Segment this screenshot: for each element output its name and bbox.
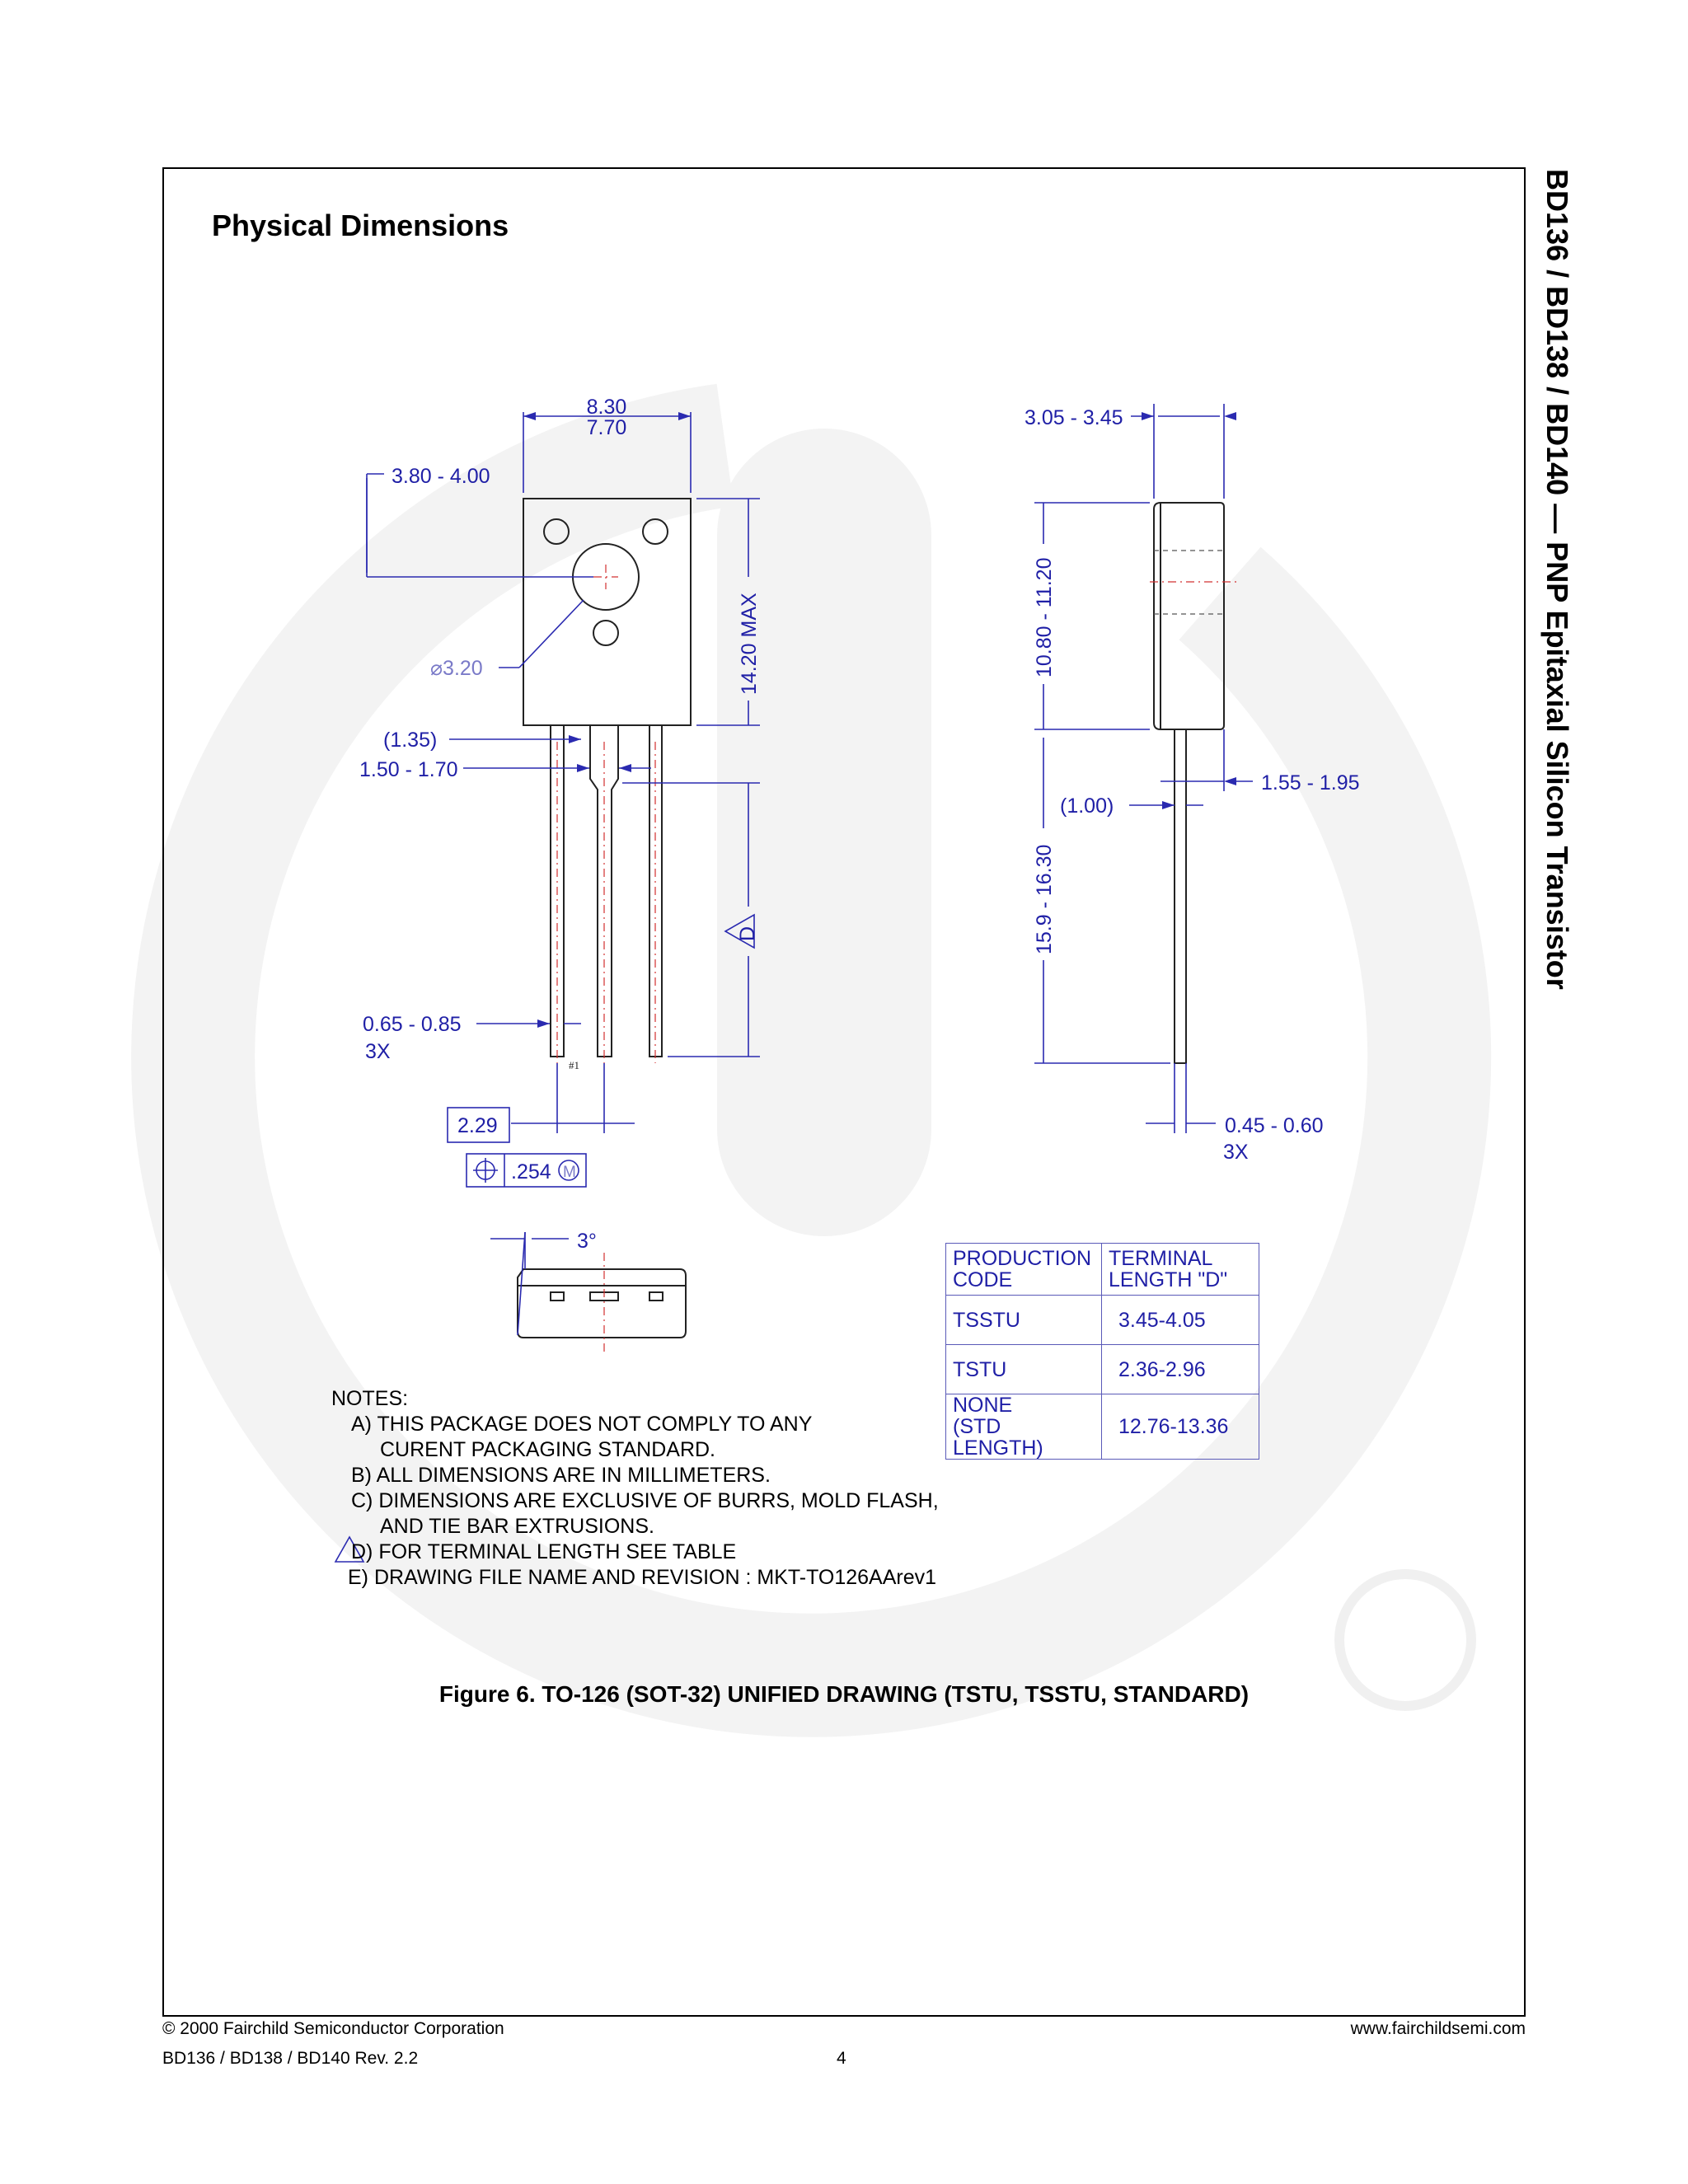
dim-tab-100: (1.00) — [1060, 794, 1114, 818]
table-row: NONE (STD LENGTH) 12.76-13.36 — [946, 1394, 1259, 1460]
table-header-length: TERMINAL LENGTH "D" — [1102, 1244, 1259, 1296]
dim-lead-count: 3X — [365, 1040, 391, 1063]
page-title: Physical Dimensions — [212, 209, 509, 242]
footer-revision: BD136 / BD138 / BD140 Rev. 2.2 — [162, 2049, 419, 2068]
dim-tab: 1.55 - 1.95 — [1261, 771, 1360, 794]
lead-2 — [590, 725, 618, 1063]
lead-1 — [551, 725, 564, 1063]
dim-width-bottom: 7.70 — [586, 416, 627, 439]
dim-lead-135: (1.35) — [383, 729, 438, 752]
dim-angle: 3° — [577, 1230, 597, 1253]
dim-height-max: 14.20 MAX — [738, 593, 761, 695]
terminal-length-table — [945, 1243, 1259, 1460]
note-line: B) ALL DIMENSIONS ARE IN MILLIMETERS. — [351, 1464, 771, 1487]
note-line: AND TIE BAR EXTRUSIONS. — [380, 1515, 654, 1538]
dim-lead-length: 15.9 - 16.30 — [1033, 844, 1056, 954]
footer-page-number: 4 — [837, 2049, 846, 2068]
document-side-title: BD136 / BD138 / BD140 — PNP Epitaxial Silicon Transistor — [1540, 169, 1574, 990]
dim-hole-diameter: ⌀3.20 — [430, 657, 483, 680]
note-line: D) FOR TERMINAL LENGTH SEE TABLE — [351, 1540, 737, 1563]
note-line: CURENT PACKAGING STANDARD. — [380, 1438, 715, 1461]
dim-lead-thickness-count: 3X — [1223, 1141, 1249, 1164]
dim-tolerance-modifier: M — [563, 1164, 576, 1181]
dim-width-top: 8.30 — [586, 396, 627, 419]
pin1-marker: #1 — [569, 1059, 579, 1071]
dim-lead-150: 1.50 - 1.70 — [359, 758, 458, 781]
notes-heading: NOTES: — [331, 1387, 409, 1410]
lead-3 — [649, 725, 662, 1063]
dim-pitch: 2.29 — [457, 1114, 498, 1137]
notes-block — [331, 1386, 939, 1591]
dim-terminal-d: D — [736, 926, 759, 941]
package-body-front — [523, 499, 691, 725]
lead-side — [1175, 729, 1186, 1063]
table-row: TSTU 2.36-2.96 — [946, 1345, 1259, 1394]
dim-thickness: 3.05 - 3.45 — [1025, 406, 1123, 429]
dim-body-height: 10.80 - 11.20 — [1033, 557, 1056, 677]
package-body-bottom — [518, 1269, 686, 1338]
dim-lead-thickness: 0.45 - 0.60 — [1225, 1114, 1324, 1137]
dim-tolerance: .254 — [511, 1160, 551, 1183]
dim-lead-width: 0.65 - 0.85 — [363, 1013, 462, 1036]
figure-caption: Figure 6. TO-126 (SOT-32) UNIFIED DRAWING (TSTU, TSSTU, STANDARD) — [438, 1681, 1250, 1707]
note-line: A) THIS PACKAGE DOES NOT COMPLY TO ANY — [351, 1413, 813, 1436]
dim-hole-offset: 3.80 - 4.00 — [392, 465, 490, 488]
footer-copyright: © 2000 Fairchild Semiconductor Corporation — [162, 2019, 504, 2038]
table-row: TSSTU 3.45-4.05 — [946, 1296, 1259, 1345]
package-body-side — [1154, 503, 1224, 729]
table-header-code: PRODUCTION CODE — [946, 1244, 1102, 1296]
footer-website[interactable]: www.fairchildsemi.com — [1350, 2019, 1526, 2038]
note-line: E) DRAWING FILE NAME AND REVISION : MKT-TO126AArev1 — [348, 1566, 937, 1589]
note-line: C) DIMENSIONS ARE EXCLUSIVE OF BURRS, MOLD FLASH, — [351, 1489, 939, 1512]
